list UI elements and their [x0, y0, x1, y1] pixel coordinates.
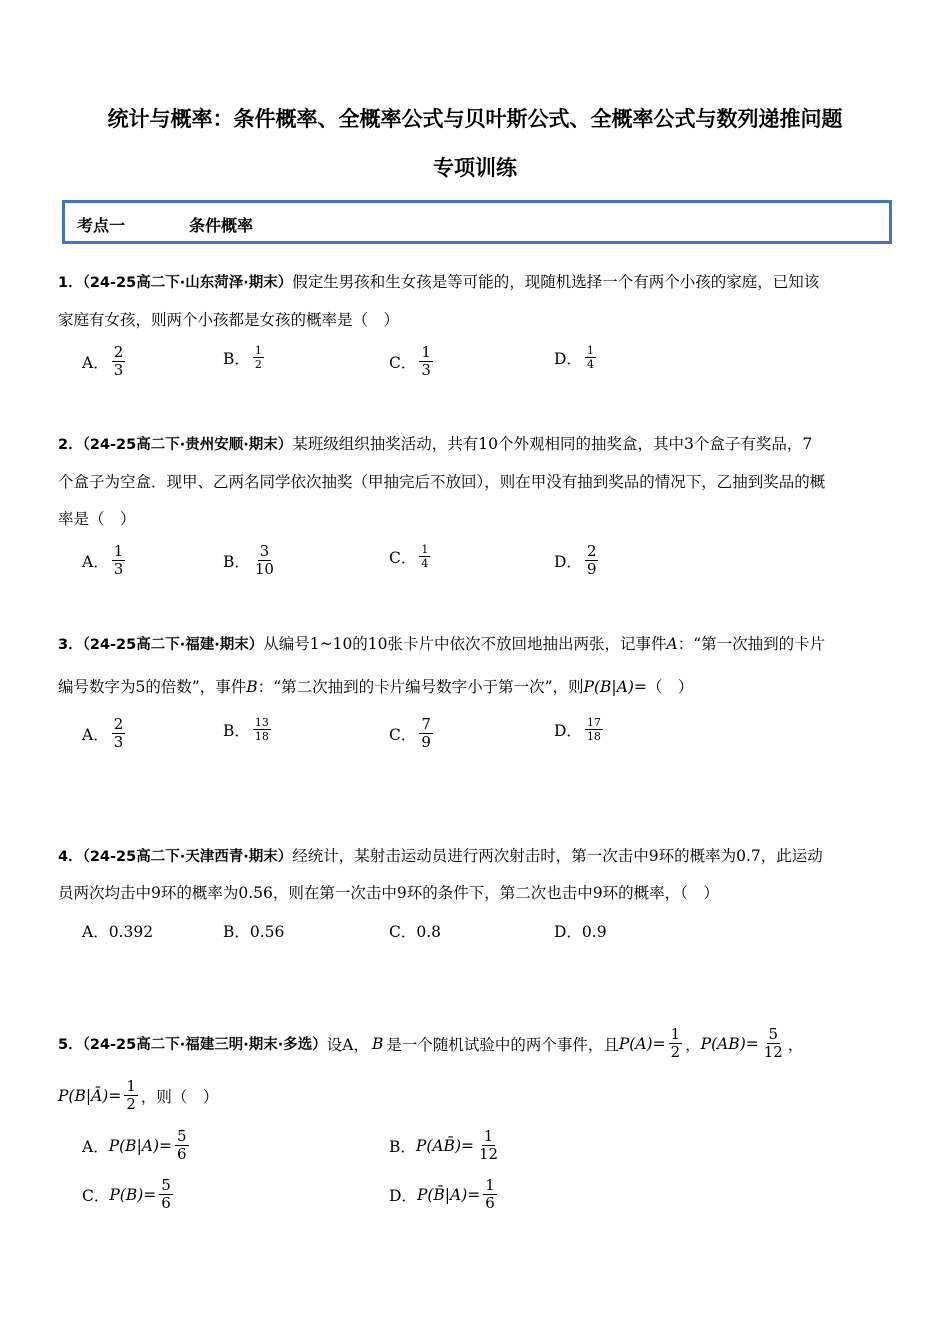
q5-line-2: [58, 1078, 218, 1113]
fraction: $\frac{1}{2}$: [254, 344, 262, 371]
formula: P(AB)=: [700, 1034, 759, 1053]
fraction: $\frac{5}{6}$: [161, 1176, 171, 1212]
event-a: A: [666, 635, 678, 653]
option-label: B．: [223, 349, 250, 368]
q2-head: 2．（24-25高二下·贵州安顺·期末）: [58, 437, 293, 453]
q5-text: 设A，: [326, 1035, 369, 1054]
fraction: $\frac{2}{3}$: [113, 715, 124, 751]
q1-option-b[interactable]: [223, 344, 267, 371]
q2-option-b[interactable]: [223, 543, 279, 578]
q2-line-1: [58, 434, 812, 455]
q3-text: ：“第一次抽到的卡片: [677, 635, 826, 653]
q4-option-c[interactable]: C．0.8: [389, 923, 442, 941]
q5-line-1: [58, 1026, 803, 1061]
option-label: A．: [82, 552, 109, 571]
q1-option-c[interactable]: [389, 344, 436, 379]
q2-text-2: 个盒子为空盒．现甲、乙两名同学依次抽奖（甲抽完后不放回），则在甲没有抽到奖品的情况下，乙抽到奖品的概: [58, 473, 826, 491]
fraction: $\frac{2}{9}$: [586, 542, 597, 578]
q1-option-a[interactable]: [82, 344, 128, 379]
q5-text: 是一个随机试验中的两个事件，且: [386, 1035, 619, 1054]
q5-text: ，则（ ）: [140, 1087, 219, 1106]
option-label: C．: [389, 548, 417, 567]
q5-head: 5．（24-25高二下·福建三明·期末·多选）: [58, 1037, 327, 1053]
fraction: $\frac{1}{3}$: [421, 343, 431, 379]
q3-line-2: [58, 677, 693, 697]
q4-head: 4．（24-25高二下·天津西青·期末）: [58, 849, 293, 865]
option-label: B．: [223, 721, 250, 740]
q4-text-2: 员两次均击中9环的概率为0.56，则在第一次击中9环的条件下，第二次也击中9环的概率，（ ）: [58, 884, 719, 902]
fraction: $\frac{1}{2}$: [126, 1077, 136, 1113]
q3-text: ：“第二次抽到的卡片编号数字小于第一次”，则: [257, 678, 584, 696]
section-header: [62, 200, 892, 244]
fraction: $\frac{5}{6}$: [177, 1127, 187, 1163]
fraction: $\frac{1}{2}$: [670, 1025, 681, 1061]
formula: P(B|A)=: [108, 1136, 173, 1155]
fraction: $\frac{1}{4}$: [586, 344, 594, 371]
fraction: $\frac{1}{4}$: [421, 543, 429, 570]
fraction: $\frac{17}{18}$: [586, 716, 601, 743]
q5-option-c[interactable]: [82, 1177, 176, 1212]
fraction: $\frac{1}{6}$: [485, 1176, 495, 1212]
q3-option-d[interactable]: [554, 716, 606, 743]
q1-head: 1．（24-25高二下·山东菏泽·期末）: [58, 275, 293, 291]
q1-line-1: [58, 272, 819, 293]
q4-option-a[interactable]: A．0.392: [82, 923, 154, 941]
formula: P(B)=: [109, 1185, 157, 1204]
fraction: $\frac{1}{3}$: [113, 542, 124, 578]
q1-text-2: 家庭有女孩，则两个小孩都是女孩的概率是（ ）: [58, 311, 400, 329]
q3-text: 编号数字为5的倍数”，事件: [58, 678, 247, 696]
event-b: B: [371, 1034, 384, 1053]
formula: P(AB̄)=: [415, 1136, 474, 1155]
title-line-1: 统计与概率：条件概率、全概率公式与贝叶斯公式、全概率公式与数列递推问题: [107, 107, 843, 131]
option-label: B．: [389, 1137, 416, 1156]
q3-text: =（ ）: [633, 678, 694, 696]
q3-option-b[interactable]: [223, 716, 274, 743]
option-label: A．: [82, 725, 109, 744]
q5-option-a[interactable]: [82, 1128, 192, 1163]
punct: ，: [685, 1035, 701, 1054]
option-label: C．: [389, 353, 417, 372]
q3-head: 3．（24-25高二下·福建·期末）: [58, 637, 264, 653]
formula: P(A)=: [618, 1034, 666, 1053]
event-b: B: [246, 678, 258, 696]
option-label: D．: [554, 721, 582, 740]
option-label: D．: [554, 552, 582, 571]
option-label: D．: [554, 349, 582, 368]
q3-option-c[interactable]: [389, 716, 436, 751]
fraction: $\frac{13}{18}$: [254, 716, 269, 743]
formula: P(B|A): [583, 678, 634, 696]
q2-option-c[interactable]: [389, 543, 433, 570]
fraction: $\frac{2}{3}$: [113, 343, 124, 379]
q5-option-b[interactable]: [389, 1128, 503, 1163]
q2-text-1: 某班级组织抽奖活动，共有10个外观相同的抽奖盒，其中3个盒子有奖品，7: [292, 435, 813, 453]
title-line-2: 专项训练: [433, 156, 517, 180]
fraction: $\frac{7}{9}$: [421, 715, 431, 751]
q4-option-b[interactable]: B．0.56: [223, 923, 285, 941]
q4-line-1: [58, 846, 823, 867]
formula: P(B̄|A)=: [416, 1185, 481, 1204]
fraction: $\frac{5}{12}$: [763, 1025, 783, 1061]
q2-text-3: 率是（ ）: [58, 510, 136, 528]
section-name: 条件概率: [189, 216, 254, 235]
option-label: D．: [389, 1186, 417, 1205]
q3-text: 从编号1~10的10张卡片中依次不放回地抽出两张，记事件: [263, 635, 667, 653]
fraction: $\frac{1}{12}$: [479, 1127, 499, 1163]
option-label: A．: [82, 353, 109, 372]
q4-text-1: 经统计，某射击运动员进行两次射击时，第一次击中9环的概率为0.7，此运动: [292, 847, 823, 865]
punct: ，: [787, 1035, 804, 1054]
q2-option-a[interactable]: [82, 543, 128, 578]
q4-option-d[interactable]: D．0.9: [554, 923, 607, 941]
q3-line-1: [58, 634, 825, 655]
option-label: C．: [389, 725, 417, 744]
q2-option-d[interactable]: [554, 543, 601, 578]
q1-option-d[interactable]: [554, 344, 599, 371]
section-label: 考点一: [77, 216, 126, 235]
option-label: B．: [223, 552, 250, 571]
formula: P(B|Ā)=: [58, 1086, 122, 1105]
q3-option-a[interactable]: [82, 716, 128, 751]
q1-text-1: 假定生男孩和生女孩是等可能的，现随机选择一个有两个小孩的家庭，已知该: [292, 273, 820, 291]
fraction: $\frac{3}{10}$: [254, 542, 274, 578]
option-label: A．: [82, 1137, 109, 1156]
option-label: C．: [82, 1186, 110, 1205]
q5-option-d[interactable]: [389, 1177, 500, 1212]
